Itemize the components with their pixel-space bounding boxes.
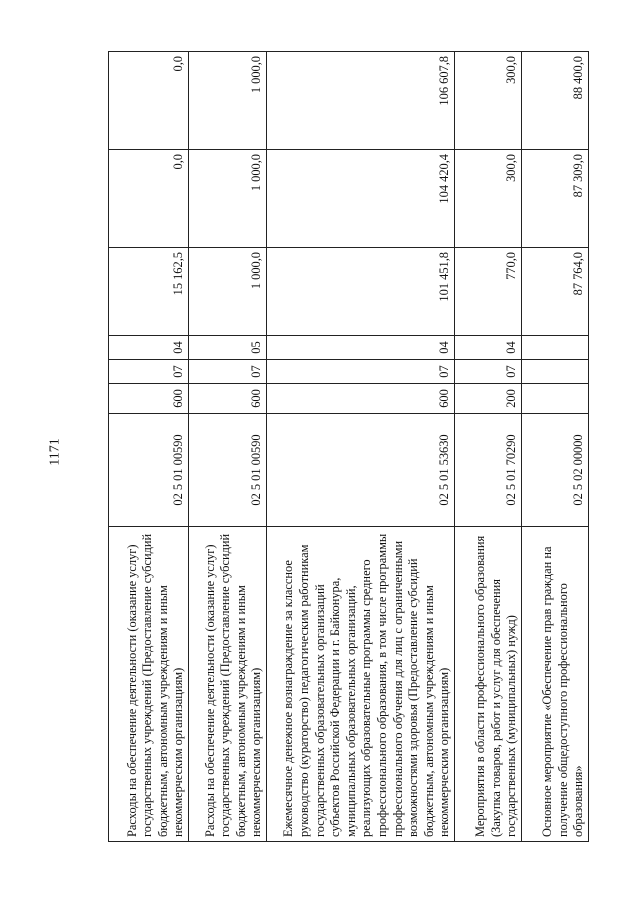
expense-type-code: 600 [109, 384, 189, 414]
amount-year-1: 1 000,0 [189, 248, 267, 336]
expense-type-code: 600 [267, 384, 455, 414]
table-row [189, 52, 267, 842]
amount-year-1: 87 764,0 [522, 248, 589, 336]
subsection-code: 05 [189, 336, 267, 360]
target-article-code: 02 5 02 00000 [522, 414, 589, 527]
target-article-code: 02 5 01 00590 [189, 414, 267, 527]
subsection-code: 04 [109, 336, 189, 360]
amount-year-1: 770,0 [455, 248, 522, 336]
amount-year-1: 101 451,8 [267, 248, 455, 336]
section-code: 07 [109, 360, 189, 384]
expense-type-code: 600 [189, 384, 267, 414]
amount-year-2: 1 000,0 [189, 150, 267, 248]
section-code: 07 [189, 360, 267, 384]
amount-year-1: 15 162,5 [109, 248, 189, 336]
row-description: Расходы на обеспечение деятельности (оказание услуг) государственных учреждений (Предоставление субсидий бюджетным, автономным учреждениям и иным некоммерческим организациям) [189, 527, 267, 842]
row-description: Ежемесячное денежное вознаграждение за классное руководство (кураторство) педагогическим работникам государственных образовательных организаций субъектов Российской Федерации и г. Байконура, муниципальных образовательных организаций, реализующих образовательные программы среднего профессионального образования, в том числе программы профессионального обучения для лиц с ограниченными возможностями здоровья (Предоставление субсидий бюджетным, автономным учреждениям и иным некоммерческим организациям) [267, 527, 455, 842]
table-row [522, 52, 589, 842]
amount-year-3: 106 607,8 [267, 52, 455, 150]
subsection-code: 04 [455, 336, 522, 360]
amount-year-3: 88 400,0 [522, 52, 589, 150]
table-row [267, 52, 455, 842]
amount-year-2: 0,0 [109, 150, 189, 248]
expense-type-code [522, 384, 589, 414]
target-article-code: 02 5 01 00590 [109, 414, 189, 527]
amount-year-3: 1 000,0 [189, 52, 267, 150]
amount-year-3: 300,0 [455, 52, 522, 150]
target-article-code: 02 5 01 53630 [267, 414, 455, 527]
target-article-code: 02 5 01 70290 [455, 414, 522, 527]
page-number: 1171 [47, 438, 63, 466]
subsection-code: 04 [267, 336, 455, 360]
row-description: Расходы на обеспечение деятельности (оказание услуг) государственных учреждений (Предоставление субсидий бюджетным, автономным учреждениям и иным некоммерческим организациям) [109, 527, 189, 842]
amount-year-2: 104 420,4 [267, 150, 455, 248]
amount-year-2: 87 309,0 [522, 150, 589, 248]
budget-table [108, 51, 589, 842]
expense-type-code: 200 [455, 384, 522, 414]
row-description: Мероприятия в области профессионального образования (Закупка товаров, работ и услуг для обеспечения государственных (муниципальных) нужд) [455, 527, 522, 842]
section-code: 07 [267, 360, 455, 384]
subsection-code [522, 336, 589, 360]
table-row [455, 52, 522, 842]
section-code: 07 [455, 360, 522, 384]
amount-year-2: 300,0 [455, 150, 522, 248]
table-row [109, 52, 189, 842]
budget-table-container [108, 52, 588, 842]
row-description: Основное мероприятие «Обеспечение прав граждан на получение общедоступного профессионального образования» [522, 527, 589, 842]
section-code [522, 360, 589, 384]
amount-year-3: 0,0 [109, 52, 189, 150]
